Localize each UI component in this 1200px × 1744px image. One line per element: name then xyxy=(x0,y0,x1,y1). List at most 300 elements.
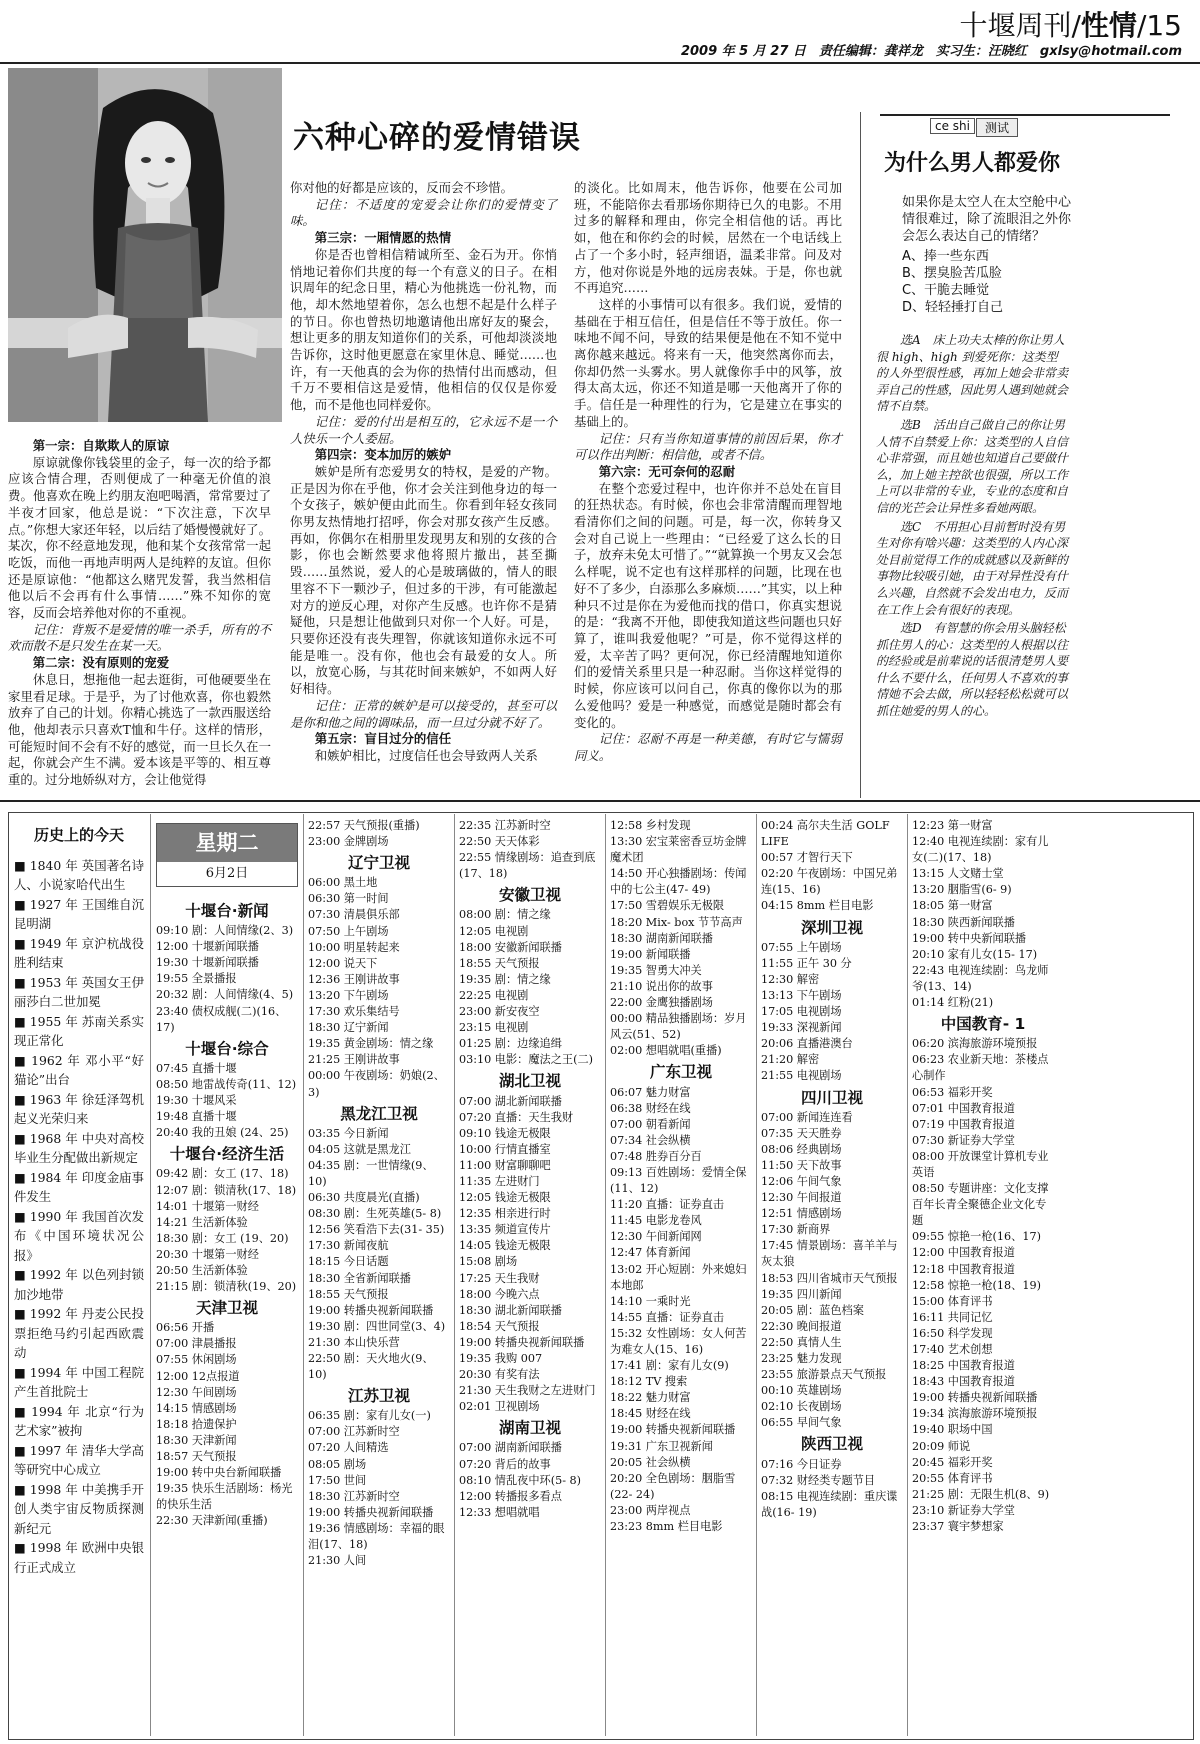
paragraph: 在整个恋爱过程中，也许你并不总处在盲目的狂热状态。有时候，你也会非常清醒而理智地看清你们之间的问题。可是，每一次，你转身又会对自己说上一些理由：“已经爱了这么长的日子，放弃未免太可惜了。”“就算换一个男友又会怎么样呢，说不定也有这样那样的问题，比现在也好不了多少，白添那么多麻烦……”其实，以上种种只不过是你在为爱他而找的借口，你真实想说的是：“我离不开他，即使我知道这些问题也只好算了，谁叫我爱他呢？”可是，你不觉得这样的爱，太辛苦了吗？更何况，你已经清醒地知道你们的爱情关系里只是一种忍耐。当你这样觉得的时候，你应该可以问自己，你真的像你以为的那么爱他吗？爱是一种感觉，而感觉是随时都会有变化的。 xyxy=(574,480,842,730)
paragraph: 你对他的好都是应该的，反而会不珍惜。 xyxy=(290,180,514,195)
program-item: 12:33 想唱就唱 xyxy=(459,1505,540,1519)
program-item: 12:30 午间新闻网 xyxy=(610,1230,702,1244)
program-item: 06:07 魅力财富 xyxy=(610,1085,691,1099)
channel-name: 四川卫视 xyxy=(800,1088,863,1107)
channel-name: 天津卫视 xyxy=(195,1299,258,1318)
tv-column xyxy=(308,818,450,1569)
program-item: 19:35 黄金剧场：情之缘 xyxy=(308,1037,434,1051)
history-list xyxy=(14,856,144,1578)
program-item: 15:32 女性剧场：女人何苦为难女人(15、16) xyxy=(610,1326,747,1356)
paragraph: 和嫉妒相比，过度信任也会导致两人关系 xyxy=(314,747,538,763)
program-item: 19:34 滨海旅游环境预报 xyxy=(912,1407,1038,1421)
program-item: 09:13 百姓剧场：爱情全保(11、12) xyxy=(610,1165,747,1196)
tv-column xyxy=(761,818,903,1521)
program-item: 20:30 有奖有法 xyxy=(459,1368,540,1382)
woman-photo xyxy=(8,68,282,422)
test-option: D、轻轻捶打自己 xyxy=(902,300,1004,315)
program-item: 00:00 午夜剧场：奶娘(2、3) xyxy=(308,1069,445,1099)
channel-name: 十堰台·新闻 xyxy=(185,902,269,920)
program-item: 00:24 高尔夫生活 GOLF LIFE xyxy=(761,819,890,849)
program-item: 07:19 中国教育报道 xyxy=(912,1117,1015,1131)
program-item: 22:50 真情人生 xyxy=(761,1335,842,1349)
program-item: 09:55 惊艳一枪(16、17) xyxy=(912,1230,1041,1244)
test-answer: 选D 有智慧的你会用头脑轻松抓住男人的心：这类型的人根据以往的经验或是前辈说的话很清楚男人要什么不要什么，任何男人不喜欢的事情她不会去做，所以轻轻松松就可以抓住她爱的男人的心。 xyxy=(876,621,1069,719)
program-item: 20:45 福彩开奖 xyxy=(912,1455,993,1469)
program-item: 14:21 生活新体验 xyxy=(156,1215,248,1229)
program-item: 02:00 想唱就唱(重播) xyxy=(610,1044,722,1058)
program-item: 18:54 天气预报 xyxy=(459,1319,540,1333)
tv-column xyxy=(610,818,752,1535)
program-item: 13:13 下午剧场 xyxy=(761,988,842,1002)
program-item: 12:30 午间剧场 xyxy=(156,1385,237,1399)
program-item: 19:30 剧：四世同堂(3、4) xyxy=(308,1319,446,1333)
program-item: 21:55 电视剧场 xyxy=(761,1069,842,1083)
program-item: 07:20 直播：天生我财 xyxy=(459,1110,574,1124)
program-item: 04:05 这就是黑龙江 xyxy=(308,1142,411,1156)
date-box xyxy=(156,823,298,887)
program-item: 18:55 天气预报 xyxy=(459,956,540,970)
program-item: 22:57 天气预报(重播) xyxy=(308,819,420,832)
column-divider xyxy=(860,112,861,798)
program-item: 06:30 共度晨光(直播) xyxy=(308,1191,420,1205)
program-item: 18:30 湖北新闻联播 xyxy=(459,1303,562,1317)
program-item: 12:58 乡村发现 xyxy=(610,819,691,832)
woman-photo-illustration xyxy=(8,68,282,422)
program-item: 12:35 相亲进行时 xyxy=(459,1207,551,1221)
program-item: 08:30 剧：生死英雄(5- 8) xyxy=(308,1207,442,1221)
program-item: 02:20 午夜剧场：中国兄弟连(15、16) xyxy=(761,867,898,897)
program-item: 19:33 深视新闻 xyxy=(761,1021,842,1035)
channel-name: 十堰台·经济生活 xyxy=(169,1145,285,1164)
paragraph: 的淡化。比如周末，他告诉你，他要在公司加班，不能陪你去看那场你期待已久的电影。不用过多的解释和理由，你完全相信他的话。再比如，他在和你约会的时候，居然在一个电话线上占了一个多小时，轻声细语，温柔非常。问及对方，他对你说是外地的远房表妹。于是，你也就不再追究…… xyxy=(574,180,842,296)
program-item: 01:25 剧：边缘追缉 xyxy=(459,1037,562,1051)
channel-name: 湖南卫视 xyxy=(498,1419,561,1438)
program-item: 09:10 钱途无极限 xyxy=(459,1126,551,1140)
program-item: 19:00 转播央视新闻联播 xyxy=(308,1505,434,1519)
program-item: 18:55 天气预报 xyxy=(308,1287,389,1301)
program-item: 13:20 下午剧场 xyxy=(308,988,389,1002)
program-item: 23:00 金牌剧场 xyxy=(308,835,389,849)
section-heading: 第四宗：变本加厉的嫉妒 xyxy=(314,447,452,463)
program-item: 18:20 Mix- box 节节高声 xyxy=(610,915,743,929)
program-item: 08:50 地雷战传奇(11、12) xyxy=(156,1077,297,1091)
program-item: 04:15 8mm 栏目电影 xyxy=(761,899,874,913)
test-tag-pinyin: ce shi xyxy=(930,118,975,134)
program-item: 18:00 安徽新闻联播 xyxy=(459,940,562,954)
program-item: 14:15 情感剧场 xyxy=(156,1401,237,1415)
program-item: 13:15 人文赌士堂 xyxy=(912,867,1004,881)
program-item: 11:20 直播：证券直击 xyxy=(610,1198,725,1212)
program-item: 08:00 剧：情之缘 xyxy=(459,908,551,922)
program-item: 03:35 今日新闻 xyxy=(308,1126,389,1140)
test-title: 为什么男人都爱你 xyxy=(884,151,1061,176)
program-item: 17:50 世间 xyxy=(308,1473,367,1487)
paragraph: 休息日，想拖他一起去逛街，可他硬要坐在家里看足球。于是乎，为了讨他欢喜，你也毅然放弃了自己的计划。你精心挑选了一款西服送给他，他却表示只喜欢T恤和牛仔。这样的情形，可能短时间不会有不好的感觉，而一旦长久在一起，你就会产生不满。爱本该是平等的、相互尊重的。过分地娇纵对方，会让他觉得 xyxy=(8,671,271,788)
program-item: 12:47 体育新闻 xyxy=(610,1246,691,1260)
program-item: 12:36 王刚讲故事 xyxy=(308,972,400,986)
program-item: 17:40 艺术创想 xyxy=(912,1343,993,1356)
program-item: 07:00 朝看新闻 xyxy=(610,1117,691,1131)
program-item: 19:00 转中央新闻联播 xyxy=(912,931,1027,945)
test-header-bar xyxy=(880,114,1170,136)
history-entry: ■ 1955 年 苏南关系实现正常化 xyxy=(14,1013,144,1048)
key-note: 记住：忍耐不再是一种美德，有时它与懦弱同义。 xyxy=(574,731,842,763)
program-item: 12:51 情感剧场 xyxy=(761,1207,842,1221)
program-item: 02:01 卫视剧场 xyxy=(459,1400,540,1414)
test-answer: 选C 不用担心目前暂时没有男生对你有啥兴趣：这类型的人内心深处目前觉得工作的成就感以及新鲜的事物比较吸引她，由于对异性没有什么兴趣，自然就不会发出电力，反而在工作上会有很好的表现。 xyxy=(876,519,1069,617)
key-note: 记住：只有当你知道事情的前因后果，你才可以作出判断：相信他，或者不信。 xyxy=(574,430,842,463)
program-item: 19:30 十堰风采 xyxy=(156,1094,237,1108)
program-item: 06:38 财经在线 xyxy=(610,1101,691,1115)
program-item: 18:57 天气预报 xyxy=(156,1450,237,1463)
program-item: 12:30 解密 xyxy=(761,972,820,986)
key-note: 记住：正常的嫉妒是可以接受的，甚至可以是你和他之间的调味品，而一旦过分就不好了。 xyxy=(290,697,557,730)
channel-name: 湖北卫视 xyxy=(498,1072,561,1091)
channel-name: 十堰台·综合 xyxy=(185,1039,269,1058)
program-item: 15:08 剧场 xyxy=(459,1255,518,1269)
program-item: 18:05 第一财富 xyxy=(912,899,993,913)
section-heading: 第六宗：无可奈何的忍耐 xyxy=(598,463,736,479)
program-item: 06:53 福彩开奖 xyxy=(912,1085,993,1099)
program-item: 13:02 开心短剧：外来媳妇本地郎 xyxy=(610,1262,747,1292)
program-item: 06:30 第一时间 xyxy=(308,892,389,906)
program-item: 02:10 长夜剧场 xyxy=(761,1400,842,1414)
program-item: 20:10 家有儿女(15- 17) xyxy=(912,947,1038,961)
history-entry: ■ 1963 年 徐廷泽驾机起义光荣归来 xyxy=(14,1091,144,1126)
listing-divider xyxy=(605,814,606,1736)
history-entry: ■ 1968 年 中央对高校毕业生分配做出新规定 xyxy=(14,1130,144,1165)
program-item: 23:55 旅游景点天气预报 xyxy=(761,1368,887,1382)
paragraph: 这样的小事情可以有很多。我们说，爱情的基础在于相互信任，但是信任不等于放任。你一味地不闻不问，导致的结果便是他在不知不觉中离你越来越远。将来有一天，他突然离你而去，你却仍然一头雾水。男人就像你手中的风筝，放得太高太远，你还不知道是哪一天他离开了你的手。信任是一种理性的行为，它是建立在事实的基础上的。 xyxy=(574,296,842,429)
program-item: 19:35 四川新闻 xyxy=(761,1287,842,1301)
program-item: 14:05 钱途无极限 xyxy=(459,1239,551,1253)
program-item: 03:10 电影：魔法之王(二) xyxy=(459,1053,594,1067)
test-option: A、捧一些东西 xyxy=(902,249,989,264)
article-column-3 xyxy=(574,180,842,765)
program-item: 07:30 清晨俱乐部 xyxy=(308,908,400,922)
program-item: 12:23 第一财富 xyxy=(912,819,993,832)
paragraph: 原谅就像你钱袋里的金子，每一次的给予都应该合情合理，否则便成了一种毫无价值的浪费。他喜欢在晚上约朋友泡吧喝酒，常常要过了半夜才回家，他总是说：“下次注意，下次早点。”你想大家还年轻，以后结了婚慢慢就好了。某次，你不经意地发现，他和某个女孩常常一起吃饭，而他一再地声明两人是纯粹的友谊。但你还是原谅他：“他都这么赌咒发誓，我当然相信他以后不会再有什么事情……”殊不知你的宽容，反而会培养他对你的不重视。 xyxy=(8,454,271,621)
program-item: 21:30 人间 xyxy=(308,1554,367,1568)
program-item: 18:30 天津新闻 xyxy=(156,1433,237,1447)
history-today xyxy=(14,826,144,1577)
program-item: 07:50 上午剧场 xyxy=(308,924,389,938)
program-item: 17:05 电视剧场 xyxy=(761,1005,842,1019)
program-item: 12:58 惊艳一枪(18、19) xyxy=(912,1278,1041,1292)
program-item: 10:00 行情直播室 xyxy=(459,1142,551,1156)
program-item: 07:55 上午剧场 xyxy=(761,940,842,954)
program-item: 19:35 快乐生活剧场：杨光的快乐生活 xyxy=(156,1482,293,1512)
channel-name: 深圳卫视 xyxy=(800,918,863,937)
program-item: 23:37 寰宇梦想家 xyxy=(912,1520,1004,1534)
program-item: 20:06 直播港澳台 xyxy=(761,1037,853,1051)
program-item: 06:00 黑土地 xyxy=(308,876,378,890)
tv-column xyxy=(156,898,298,1529)
program-item: 19:35 我购 007 xyxy=(459,1352,543,1365)
program-item: 17:25 天生我财 xyxy=(459,1271,540,1285)
program-item: 18:45 财经在线 xyxy=(610,1407,691,1421)
program-item: 18:30 江苏新时空 xyxy=(308,1489,400,1503)
top-rule xyxy=(0,62,1200,64)
program-item: 18:30 湖南新闻联播 xyxy=(610,931,713,945)
test-tag-chinese: 测试 xyxy=(976,118,1018,137)
history-entry: ■ 1840 年 英国著名诗人、小说家哈代出生 xyxy=(14,857,144,892)
program-item: 20:05 剧：蓝色档案 xyxy=(761,1303,864,1317)
test-answers xyxy=(876,332,1068,722)
section-heading: 第一宗：自欺欺人的原谅 xyxy=(32,438,170,453)
program-item: 17:30 新闻夜航 xyxy=(308,1239,389,1253)
program-item: 11:45 电影龙卷风 xyxy=(610,1214,702,1228)
program-item: 20:09 师说 xyxy=(912,1439,971,1453)
article-column-2 xyxy=(290,180,557,765)
program-item: 12:00 说天下 xyxy=(308,956,378,970)
program-item: 18:53 四川省城市天气预报 xyxy=(761,1271,898,1285)
program-item: 07:00 湖北新闻联播 xyxy=(459,1094,562,1108)
program-item: 18:22 魅力财富 xyxy=(610,1391,691,1405)
program-item: 07:35 天天胜券 xyxy=(761,1126,842,1140)
history-entry: ■ 1992 年 丹麦公民投票拒绝马约引起西欧震动 xyxy=(14,1306,144,1360)
weekday-label: 星期二 xyxy=(157,824,297,862)
history-entry: ■ 1953 年 英国女王伊丽莎白二世加冕 xyxy=(14,974,144,1009)
program-item: 07:00 新闻连连看 xyxy=(761,1110,853,1124)
program-item: 07:20 背后的故事 xyxy=(459,1457,551,1471)
program-item: 18:30 辽宁新闻 xyxy=(308,1021,389,1035)
section-name: 性情 xyxy=(1080,9,1137,42)
program-item: 20:20 全色剧场：胭脂雪(22- 24) xyxy=(610,1471,736,1501)
program-item: 19:35 剧：情之缘 xyxy=(459,972,551,986)
program-item: 20:55 体育评书 xyxy=(912,1471,993,1485)
program-item: 22:35 江苏新时空 xyxy=(459,819,551,832)
program-item: 14:50 开心独播剧场：传闻中的七公主(47- 49) xyxy=(610,867,747,897)
test-option: C、干脆去睡觉 xyxy=(902,283,990,298)
channel-name: 安徽卫视 xyxy=(498,886,561,905)
article-column-1 xyxy=(8,438,271,789)
program-item: 12:00 12点报道 xyxy=(156,1369,240,1383)
program-item: 21:25 王刚讲故事 xyxy=(308,1053,400,1067)
program-item: 18:00 今晚六点 xyxy=(459,1287,540,1301)
program-item: 12:05 电视剧 xyxy=(459,924,529,938)
program-item: 11:00 财富聊聊吧 xyxy=(459,1158,551,1172)
history-entry: ■ 1949 年 京沪杭战役胜利结束 xyxy=(14,935,144,970)
history-entry: ■ 1992 年 以色列封锁加沙地带 xyxy=(14,1267,144,1302)
date-label: 6月2日 xyxy=(205,866,249,881)
program-item: 20:05 社会纵横 xyxy=(610,1455,691,1469)
test-answer: 选B 活出自己做自己的你让男人情不自禁爱上你：这类型的人自信心非常强，而且她也知道自己要做什么，加上她主控欲也很强，所以工作上可以非常的专业，专业的态度和自信的光芒会让异性多看她两眼。 xyxy=(876,417,1069,515)
program-item: 12:06 午间气象 xyxy=(761,1174,842,1188)
program-item: 14:55 直播：证券直击 xyxy=(610,1310,725,1324)
program-item: 16:50 科学发现 xyxy=(912,1326,993,1340)
program-item: 19:31 广东卫视新闻 xyxy=(610,1439,713,1453)
program-item: 22:30 晚间报道 xyxy=(761,1319,842,1333)
program-item: 17:41 剧：家有儿女(9) xyxy=(610,1359,729,1373)
program-item: 07:01 中国教育报道 xyxy=(912,1101,1015,1115)
program-item: 12:30 午间报道 xyxy=(761,1191,842,1205)
program-item: 17:30 新商界 xyxy=(761,1223,831,1237)
program-item: 19:55 全景播报 xyxy=(156,972,237,986)
program-item: 20:32 剧：人间情缘(4、5) xyxy=(156,988,294,1002)
program-item: 00:10 英雄剧场 xyxy=(761,1384,842,1398)
program-item: 20:50 生活新体验 xyxy=(156,1263,248,1277)
program-item: 12:56 笑看浩下去(31- 35) xyxy=(308,1223,445,1237)
program-item: 21:15 剧：锁清秋(19、20) xyxy=(156,1280,297,1294)
program-item: 19:00 转播央视新闻联播 xyxy=(610,1423,736,1437)
program-item: 22:50 剧：天火地火(9、10) xyxy=(308,1352,434,1382)
program-item: 14:10 一乘时光 xyxy=(610,1294,691,1308)
program-item: 22:25 电视剧 xyxy=(459,988,529,1002)
key-note: 记住：不适度的宠爱会让你们的爱情变了味。 xyxy=(290,196,557,229)
program-item: 13:30 宏宝莱密香豆坊金牌魔术团 xyxy=(610,835,747,865)
masthead-slash: / xyxy=(1071,9,1081,42)
program-item: 23:10 新证券大学堂 xyxy=(912,1503,1015,1517)
program-item: 07:34 社会纵横 xyxy=(610,1133,691,1147)
program-item: 17:50 雪碧娱乐无极限 xyxy=(610,899,725,913)
program-item: 08:50 专题讲座：文化支撑百年长青全聚德企业文化专题 xyxy=(912,1182,1049,1228)
paragraph: 嫉妒是所有恋爱男女的特权，是爱的产物。正是因为你在乎他，你才会关注到他身边的每一个女孩子，嫉妒便由此而生。你看到年轻女孩同你男友热情地打招呼，你会对那女孩产生反感。再如，你偶尔在相册里发现男友和别的女孩的合影，你也会断然要求他将照片撤出，甚至撕毁……虽然说，爱人的心是玻璃做的，情人的眼里容不下一颗沙子，但过多的干涉，有可能激起对方的逆反心理，对你产生反感。也许你不是猜疑他，只是想让他做到只对你一个人好。可是，只要你还没有丧失理智，你就该知道你永远不可能是唯一。没有你，他也会有最爱的女人。所以，放宽心肠，与其花时间来嫉妒，不如两人好好相待。 xyxy=(290,463,557,697)
program-item: 07:32 财经类专题节目 xyxy=(761,1473,876,1487)
program-item: 19:35 智勇大冲关 xyxy=(610,963,702,977)
history-entry: ■ 1998 年 欧洲中央银行正式成立 xyxy=(14,1540,144,1575)
program-item: 06:35 剧：家有儿女(一) xyxy=(308,1409,431,1423)
program-item: 09:10 剧：人间情缘(2、3) xyxy=(156,924,294,938)
paper-name: 十堰周刊 xyxy=(959,9,1072,42)
program-item: 07:55 休闲剧场 xyxy=(156,1353,237,1367)
program-item: 21:30 天生我财之左进财门 xyxy=(459,1384,596,1398)
program-item: 14:01 十堰第一财经 xyxy=(156,1199,259,1213)
program-item: 12:07 剧：锁清秋(17、18) xyxy=(156,1183,297,1197)
program-item: 23:15 电视剧 xyxy=(459,1021,529,1035)
program-item: 12:00 十堰新闻联播 xyxy=(156,940,259,954)
program-item: 19:00 转播央视新闻联播 xyxy=(308,1303,434,1317)
listing-divider xyxy=(150,814,151,1736)
program-item: 07:00 湖南新闻联播 xyxy=(459,1441,562,1455)
program-item: 23:40 债权成舰(二)(16、17) xyxy=(156,1004,287,1034)
program-item: 20:40 我的丑娘 (24、25) xyxy=(156,1126,289,1140)
program-item: 18:12 TV 搜索 xyxy=(610,1375,688,1389)
paragraph: 你是否也曾相信精诚所至、金石为开。你悄悄地记着你们共度的每一个有意义的日子。在相识周年的纪念日里，精心为他挑选一份礼物，而他，却木然地望着你，怎么也想不起是什么样子的节日。你也曾热切地邀请他出席好友的聚会，想让更多的朋友知道你们的关系，可他却淡淡地告诉你，这时他更愿意在家里休息、睡觉……也许，有一天他真的会为你的热情付出而感动，但千万不要相信这是爱情，他相信的仅仅是你爱他，而不是他也同样爱你。 xyxy=(290,246,557,413)
channel-name: 陕西卫视 xyxy=(800,1435,863,1454)
program-item: 18:43 中国教育报道 xyxy=(912,1375,1015,1389)
program-item: 06:23 农业新天地：茶楼点心制作 xyxy=(912,1053,1049,1083)
program-item: 12:05 钱途无极限 xyxy=(459,1191,551,1205)
program-item: 21:10 说出你的故事 xyxy=(610,979,713,993)
program-item: 09:42 剧：女工 (17、18) xyxy=(156,1167,289,1181)
history-entry: ■ 1997 年 清华大学高等研究中心成立 xyxy=(14,1442,144,1477)
test-question: 如果你是太空人在太空舱中心情很难过，除了流眼泪之外你会怎么表达自己的情绪？ xyxy=(902,195,1072,244)
program-item: 06:20 滨海旅游环境预报 xyxy=(912,1037,1038,1051)
program-item: 00:57 才智行天下 xyxy=(761,851,853,865)
program-item: 18:30 剧：女工 (19、20) xyxy=(156,1231,289,1245)
program-item: 23:00 两岸视点 xyxy=(610,1503,691,1517)
page-number: /15 xyxy=(1136,9,1182,42)
program-item: 13:20 胭脂雪(6- 9) xyxy=(912,883,1012,897)
program-item: 12:40 电视连续剧：家有儿女(二)(17、18) xyxy=(912,835,1049,865)
article-headline: 六种心碎的爱情错误 xyxy=(293,120,581,156)
history-title: 历史上的今天 xyxy=(33,826,124,844)
program-item: 18:25 中国教育报道 xyxy=(912,1359,1015,1373)
program-item: 07:16 今日证券 xyxy=(761,1457,842,1471)
program-item: 18:18 拾遗保护 xyxy=(156,1417,237,1431)
key-note: 记住：背叛不是爱情的唯一杀手，所有的不欢而散不是只发生在某一天。 xyxy=(8,621,271,654)
program-item: 12:00 转播报多看点 xyxy=(459,1489,562,1503)
program-item: 07:30 新证券大学堂 xyxy=(912,1133,1015,1147)
history-entry: ■ 1994 年 北京“行为艺术家”被拘 xyxy=(14,1403,144,1438)
program-item: 15:00 体育评书 xyxy=(912,1294,993,1308)
listing-divider xyxy=(907,814,908,1736)
masthead xyxy=(959,4,1182,44)
program-item: 08:00 开放课堂计算机专业英语 xyxy=(912,1149,1049,1179)
program-item: 20:30 十堰第一财经 xyxy=(156,1247,259,1261)
program-item: 22:00 金鹰独播剧场 xyxy=(610,996,713,1010)
section-heading: 第三宗：一厢情愿的热情 xyxy=(314,230,452,246)
program-item: 23:23 8mm 栏目电影 xyxy=(610,1520,723,1534)
tv-column xyxy=(912,818,1054,1535)
channel-name: 广东卫视 xyxy=(649,1063,712,1082)
test-options xyxy=(902,248,1003,316)
listing-divider xyxy=(454,814,455,1736)
program-item: 19:40 职场中国 xyxy=(912,1423,993,1437)
program-item: 11:35 左进财门 xyxy=(459,1174,540,1188)
program-item: 22:30 天津新闻(重播) xyxy=(156,1514,268,1528)
listing-divider xyxy=(756,814,757,1736)
listing-divider xyxy=(303,814,304,1736)
program-item: 19:00 转播央视新闻联播 xyxy=(912,1391,1038,1405)
tv-column xyxy=(459,818,601,1521)
program-item: 11:55 正午 30 分 xyxy=(761,956,852,970)
program-item: 19:00 转中央台新闻联播 xyxy=(156,1466,282,1480)
program-item: 19:00 新闻联播 xyxy=(610,947,691,961)
program-item: 07:45 直播十堰 xyxy=(156,1061,237,1075)
program-item: 07:00 江苏新时空 xyxy=(308,1425,400,1439)
program-item: 07:20 人间精选 xyxy=(308,1441,389,1455)
program-item: 17:45 情景剧场：喜羊羊与灰太狼 xyxy=(761,1239,898,1269)
history-entry: ■ 1984 年 印度金庙事件发生 xyxy=(14,1169,144,1204)
test-answer: 选A 床上功夫太棒的你让男人很 high、high 到爱死你：这类型的人外型很性感，再加上她会非常卖弄自己的性感，因此男人遇到她就会情不自禁。 xyxy=(876,333,1069,414)
program-item: 18:30 全省新闻联播 xyxy=(308,1271,411,1285)
dateline: 2009 年 5 月 27 日 责任编辑：龚祥龙 实习生：汪晓红 gxlsy@hotmail.com xyxy=(680,44,1182,59)
program-item: 01:14 红粉(21) xyxy=(912,996,994,1010)
program-item: 08:06 经典剧场 xyxy=(761,1142,842,1156)
program-item: 08:10 情乱夜中环(5- 8) xyxy=(459,1473,582,1487)
program-item: 08:15 电视连续剧：重庆谍战(16- 19) xyxy=(761,1489,898,1519)
program-item: 19:36 情感剧场：幸福的眼泪(17、18) xyxy=(308,1521,445,1552)
channel-name: 中国教育- 1 xyxy=(940,1015,1026,1034)
program-item: 21:25 剧：无限生机(8、9) xyxy=(912,1487,1050,1501)
key-note: 记住：爱的付出是相互的，它永远不是一个人快乐一个人委屈。 xyxy=(290,413,557,446)
program-item: 00:00 精品独播剧场：岁月风云(51、52) xyxy=(610,1012,747,1042)
history-entry: ■ 1962 年 邓小平“好猫论”出台 xyxy=(14,1052,144,1087)
program-item: 07:00 津晨播报 xyxy=(156,1337,237,1351)
program-item: 12:18 中国教育报道 xyxy=(912,1262,1015,1276)
program-item: 22:50 天天体彩 xyxy=(459,835,540,849)
program-item: 19:30 十堰新闻联播 xyxy=(156,956,259,970)
program-item: 17:30 欢乐集结号 xyxy=(308,1005,400,1019)
program-item: 18:30 陕西新闻联播 xyxy=(912,915,1015,929)
program-item: 18:15 今日话题 xyxy=(308,1255,389,1269)
program-item: 16:11 共同记忆 xyxy=(912,1310,993,1324)
program-item: 12:00 中国教育报道 xyxy=(912,1246,1015,1260)
program-item: 13:35 频道宣传片 xyxy=(459,1223,551,1237)
program-item: 07:48 胜券百分百 xyxy=(610,1149,702,1163)
program-item: 22:55 情缘剧场：追查到底(17、18) xyxy=(459,851,596,881)
channel-name: 江苏卫视 xyxy=(347,1387,410,1406)
section-heading: 第五宗：盲目过分的信任 xyxy=(314,731,452,747)
history-entry: ■ 1927 年 王国维自沉昆明湖 xyxy=(14,896,144,931)
program-item: 23:00 新安夜空 xyxy=(459,1005,540,1019)
test-option: B、摆臭脸苦瓜脸 xyxy=(902,266,1002,281)
program-item: 04:35 剧：一世情缘(9、10) xyxy=(308,1158,434,1188)
section-heading: 第二宗：没有原则的宠爱 xyxy=(32,655,170,671)
program-item: 22:43 电视连续剧：鸟龙师爷(13、14) xyxy=(912,963,1049,993)
